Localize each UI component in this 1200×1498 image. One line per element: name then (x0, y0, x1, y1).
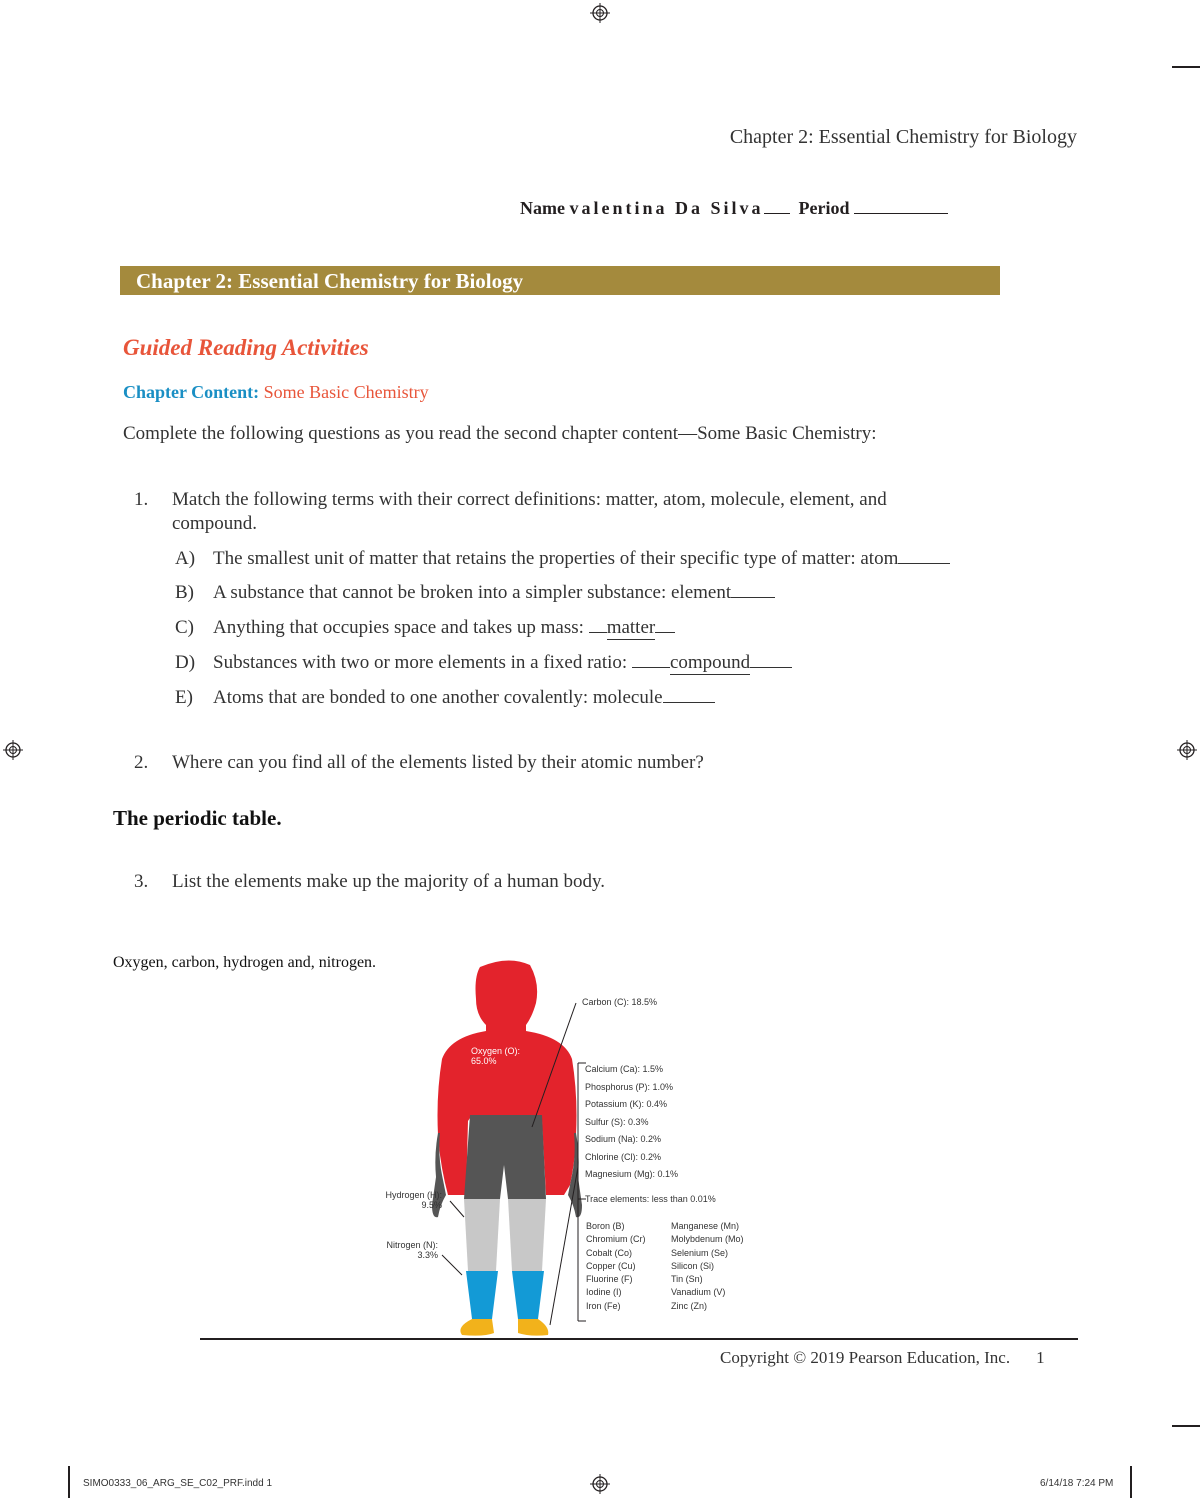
trace-header: Trace elements: less than 0.01% (585, 1194, 716, 1204)
answer-item-a: A) The smallest unit of matter that retains the properties of their specific type of matter: atom (175, 548, 950, 570)
minor-element: Sodium (Na): 0.2% (585, 1134, 662, 1144)
section-title: Guided Reading Activities (123, 335, 369, 360)
crop-mark (1172, 66, 1200, 68)
figure-hips (464, 1115, 546, 1199)
answer-c[interactable]: matter (606, 617, 656, 638)
question-3-answer[interactable]: Oxygen, carbon, hydrogen and, nitrogen. (113, 954, 377, 971)
question-1-text: Match the following terms with their correct definitions: matter, atom, molecule, element, and (172, 489, 887, 510)
figure-shin-left (466, 1271, 498, 1319)
registration-mark-icon (590, 3, 610, 23)
question-2-number: 2. (134, 752, 149, 773)
answer-a[interactable]: atom (860, 548, 899, 569)
registration-mark-icon (590, 1474, 610, 1494)
minor-element: Chlorine (Cl): 0.2% (585, 1151, 662, 1162)
chapter-content-label: Chapter Content: (123, 382, 260, 402)
banner-title: Chapter 2: Essential Chemistry for Biology (136, 269, 524, 293)
answer-item-e: E) Atoms that are bonded to one another covalently: molecule (175, 687, 715, 709)
question-3-text: List the elements make up the majority of a human body. (172, 871, 606, 892)
minor-element: Magnesium (Mg): 0.1% (585, 1169, 679, 1179)
file-slug: SIMO0333_06_ARG_SE_C02_PRF.indd 1 (83, 1478, 273, 1489)
chapter-banner (120, 266, 1000, 295)
crop-mark (68, 1466, 70, 1498)
minor-elements-list (585, 1061, 678, 1184)
running-head: Chapter 2: Essential Chemistry for Biology (729, 126, 1077, 148)
answer-item-d: D) Substances with two or more elements in a fixed ratio: compound (175, 652, 792, 675)
chapter-content-value: Some Basic Chemistry (263, 382, 429, 402)
carbon-label: Carbon (C): 18.5% (582, 997, 658, 1007)
instructions: Complete the following questions as you read the second chapter content—Some Basic Chemistry: (123, 423, 877, 444)
figure-head (476, 960, 538, 1035)
minor-element: Phosphorus (P): 1.0% (585, 1081, 674, 1092)
answer-item-b: B) A substance that cannot be broken into a simpler substance: element (175, 582, 775, 604)
figure-foot-right (518, 1319, 548, 1336)
chapter-content (123, 382, 429, 403)
figure-thigh-left (464, 1199, 500, 1271)
figure-shin-right (512, 1271, 544, 1319)
answer-d[interactable]: compound (669, 652, 751, 673)
name-value[interactable]: valentina Da Silva (569, 198, 764, 218)
answer-e[interactable]: molecule (592, 687, 663, 708)
question-1-number: 1. (134, 489, 149, 510)
crop-mark (1172, 1425, 1200, 1427)
date-slug: 6/14/18 7:24 PM (1040, 1478, 1114, 1489)
copyright: Copyright © 2019 Pearson Education, Inc. 1 (720, 1348, 1045, 1367)
answer-item-c: C) Anything that occupies space and takes up mass: matter (175, 617, 675, 640)
question-1-text-cont: compound. (172, 513, 257, 534)
footer-rule (200, 1338, 1078, 1340)
question-2-answer[interactable]: The periodic table. (113, 806, 282, 830)
registration-mark-icon (3, 740, 23, 760)
crop-mark (1130, 1466, 1132, 1498)
trace-list-right: Manganese (Mn) Molybdenum (Mo) Selenium (Se) Silicon (Si) Tin (Sn) Vanadium (V) Zinc (Zn) (671, 1221, 744, 1311)
minor-element: Sulfur (S): 0.3% (585, 1116, 649, 1127)
hydrogen-label: Hydrogen (H): 9.5% (385, 1190, 442, 1210)
name-label: Name (520, 198, 565, 218)
figure-foot-left (460, 1319, 494, 1336)
period-field[interactable] (854, 199, 948, 214)
nitrogen-label: Nitrogen (N): 3.3% (386, 1240, 438, 1260)
minor-element: Potassium (K): 0.4% (585, 1099, 668, 1109)
name-line (520, 198, 948, 219)
page-number: 1 (1036, 1348, 1045, 1367)
period-label: Period (798, 198, 850, 218)
oxygen-label: Oxygen (O): 65.0% (471, 1046, 521, 1066)
name-underline (764, 199, 790, 214)
registration-mark-icon (1177, 740, 1197, 760)
question-3-number: 3. (134, 871, 149, 892)
trace-list-left: Boron (B) Chromium (Cr) Cobalt (Co) Copper (Cu) Fluorine (F) Iodine (I) Iron (Fe) (586, 1221, 646, 1311)
answer-b[interactable]: element (671, 582, 732, 603)
figure-thigh-right (508, 1199, 546, 1271)
minor-element: Calcium (Ca): 1.5% (585, 1064, 664, 1074)
question-2-text: Where can you find all of the elements listed by their atomic number? (172, 752, 704, 773)
